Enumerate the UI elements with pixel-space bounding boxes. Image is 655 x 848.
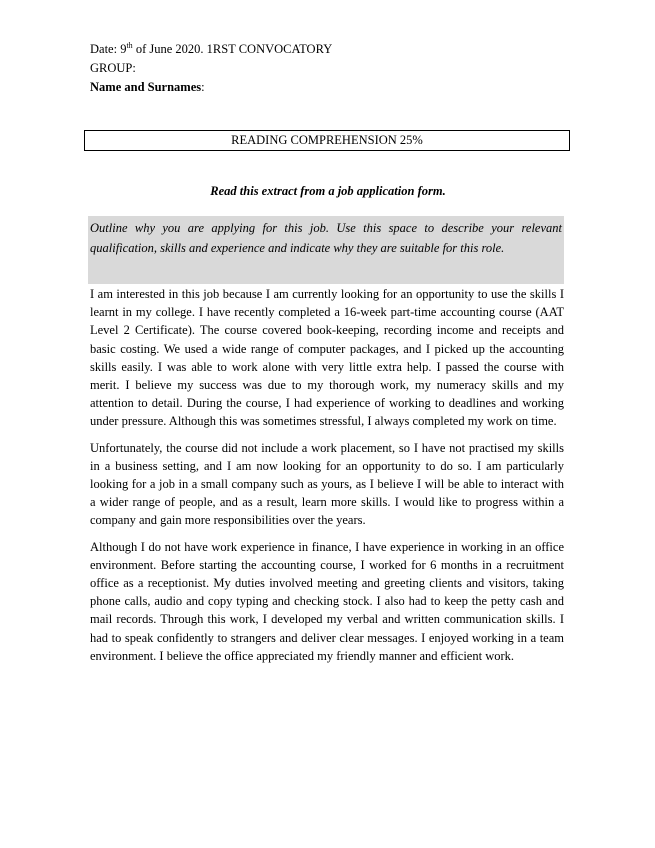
exam-header [90,40,332,97]
paragraph: I am interested in this job because I am currently looking for an opportunity to use the skills I learnt in my college. I have recently completed a 16-week part-time accounting course (AAT Level 2 Certificate). The course covered book-keeping, recording income and receipts and basic costing. We used a wide range of computer packages, and I picked up the accounting skills easily. I was able to work alone with very little extra help. I passed the course with merit. I believe my success was due to my thorough work, my numeracy skills and my attention to detail. During the course, I had experience of working to deadlines and working under pressure. Although this was sometimes stressful, I always completed my work on time. [90,287,564,429]
group-line: GROUP: [90,61,136,75]
name-line [90,78,332,97]
application-text [90,285,564,673]
date-superscript: th [126,40,133,50]
date-prefix: Date: 9 [90,42,127,56]
section-title-box: READING COMPREHENSION 25% [84,130,570,151]
form-prompt-box: Outline why you are applying for this job. Use this space to describe your relevant qualification, skills and experience and indicate why they are suitable for this role. [88,216,564,284]
paragraph: Although I do not have work experience in finance, I have experience in working in an office environment. Before starting the accounting course, I worked for 6 months in a recruitment office as a receptionist. My duties involved meeting and greeting clients and visitors, taking phone calls, audio and copy typing and checking stock. I also had to keep the petty cash and mail records. Through this work, I developed my verbal and written communication skills. I had to speak confidently to strangers and deliver clear messages. I enjoyed working in a team environment. I believe the office appreciated my friendly manner and efficient work. [90,539,564,663]
name-colon: : [201,80,205,94]
reading-instruction: Read this extract from a job application form. [210,184,446,198]
name-label: Name and Surnames [90,80,202,94]
date-line [90,40,332,59]
paragraph: Unfortunately, the course did not include a work placement, so I have not practised my skills in a business setting, and I am now looking for an opportunity to do so. I am particularly looking for a job in a small company such as yours, as I believe I will be able to interact with a wider range of people, and as a result, learn more skills. I would like to progress within a company and gain more responsibilities over the years. [90,440,564,528]
date-suffix: of June 2020. 1RST CONVOCATORY [132,42,333,56]
